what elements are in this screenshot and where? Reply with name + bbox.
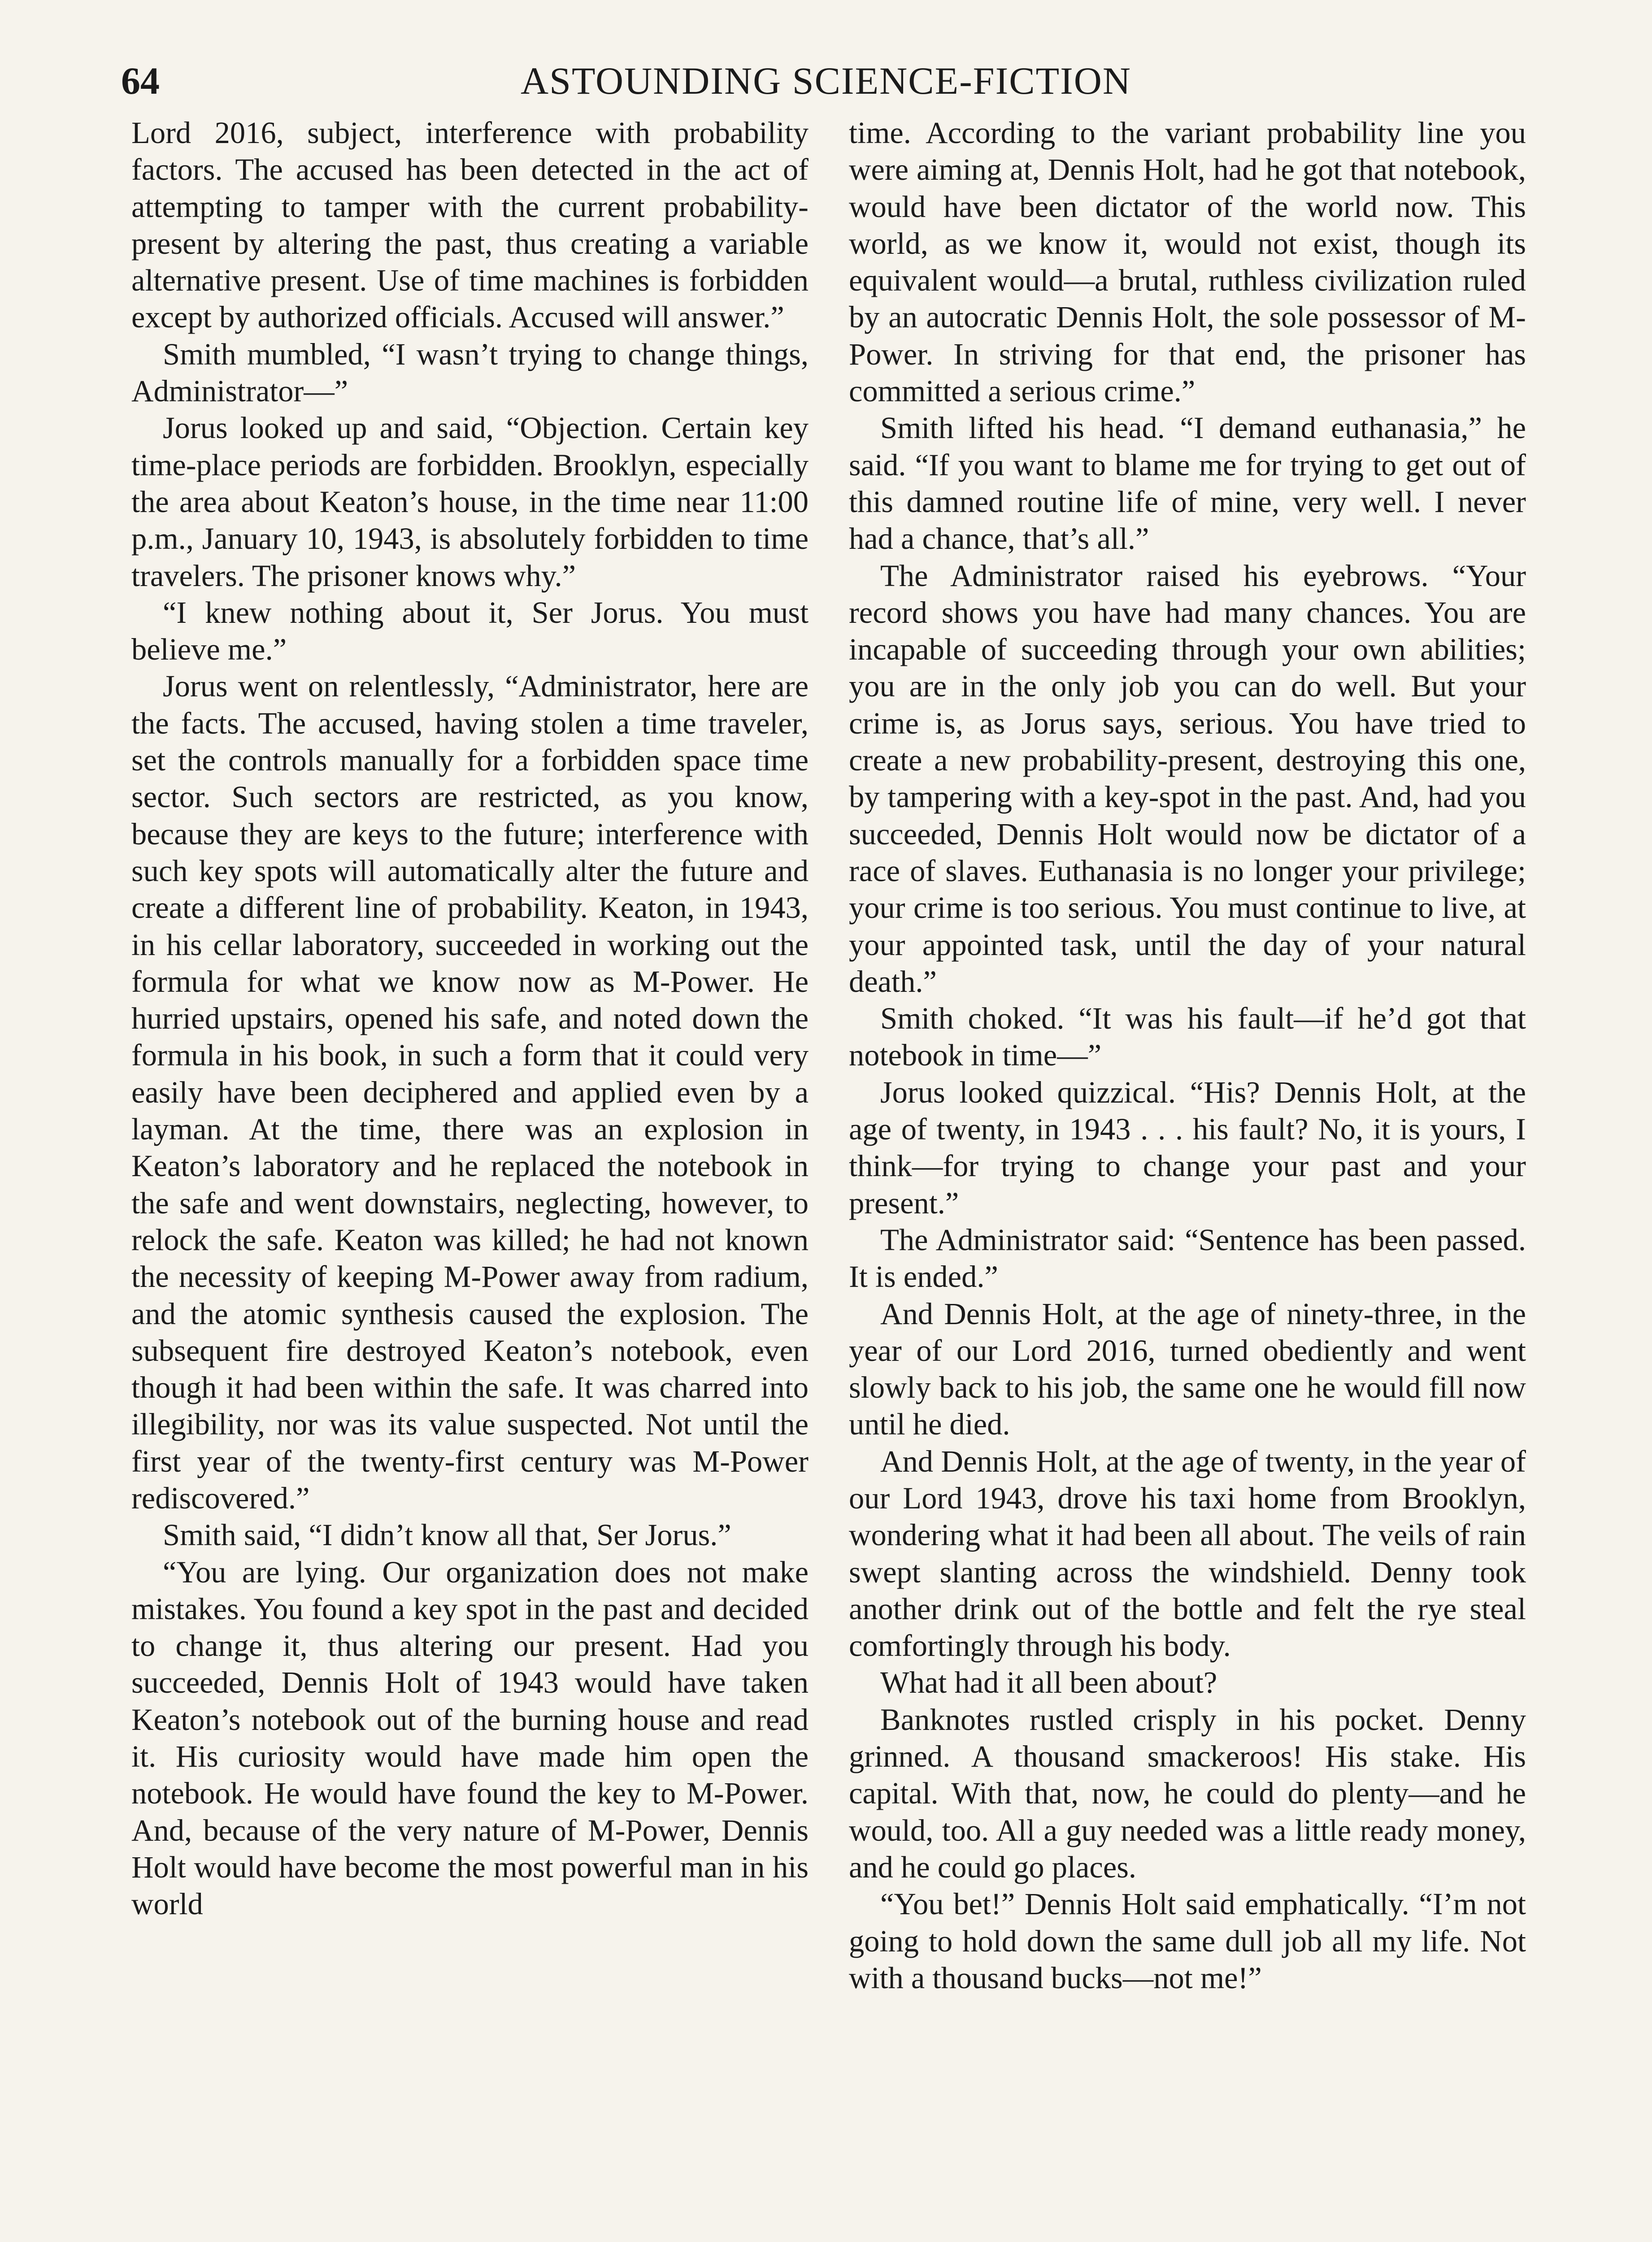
paragraph: What had it all been about?: [880, 1665, 1217, 1700]
paragraph: Smith choked. “It was his fault—if he’d got that notebook in time—”: [849, 1001, 1526, 1073]
paragraph: “You are lying. Our organization does not make mistakes. You found a key spot in the past and decided to change it, thus altering our present. Had you succeeded, Dennis Holt of 1943 would have taken Keaton’s notebook out of the burning house and read it. His curiosity would have made him open the notebook. He would have found the key to M-Power. And, because of the very nature of M-Power, Dennis Holt would have become the most powerful man in his world: [131, 1555, 809, 1921]
paragraph: The Administrator raised his eyebrows. “Your record shows you have had many chances. You are incapable of succeeding through your own abilities; you are in the only job you can do well. But your crime is, as Jorus says, serious. You have tried to create a new probability-present, destroying this one, by tampering with a key-spot in the past. And, had you succeeded, Dennis Holt would now be dictator of a race of slaves. Euthanasia is no longer your privilege; your crime is too serious. You must continue to live, at your appointed task, until the day of your natural death.”: [849, 558, 1526, 999]
running-head: ASTOUNDING SCIENCE-FICTION: [521, 59, 1131, 102]
paragraph: Jorus looked up and said, “Objection. Certain key time-place periods are forbidden. Brooklyn, especially the area about Keaton’s house, in the time near 11:00 p.m., January 10, 1943, is absolutely forbidden to time travelers. The prisoner knows why.”: [131, 411, 809, 593]
paragraph: And Dennis Holt, at the age of twenty, in the year of our Lord 1943, drove his taxi home from Brooklyn, wondering what it had been all about. The veils of rain swept slanting across the windshield. Denny took another drink out of the bottle and felt the rye steal comfortingly through his body.: [849, 1444, 1526, 1663]
paragraph: The Administrator said: “Sentence has been passed. It is ended.”: [849, 1222, 1526, 1294]
right-column: [849, 114, 1526, 1996]
paragraph: Jorus went on relentlessly, “Administrator, here are the facts. The accused, having stolen a time traveler, set the controls manually for a forbidden space time sector. Such sectors are restricted, as you know, because they are keys to the future; interference with such key spots will automatically alter the future and create a different line of probability. Keaton, in 1943, in his cellar laboratory, succeeded in working out the formula for what we know now as M-Power. He hurried upstairs, opened his safe, and noted down the formula in his book, in such a form that it could very easily have been deciphered and applied even by a layman. At the time, there was an explosion in Keaton’s laboratory and he replaced the notebook in the safe and went downstairs, neglecting, however, to relock the safe. Keaton was killed; he had not known the necessity of keeping M-Power away from radium, and the atomic synthesis caused the explosion. The subsequent fire destroyed Keaton’s notebook, even though it had been within the safe. It was charred into illegibility, nor was its value suspected. Not until the first year of the twenty-first century was M-Power rediscovered.”: [131, 669, 809, 1515]
paragraph: “I knew nothing about it, Ser Jorus. You must believe me.”: [131, 595, 809, 667]
paragraph: Smith lifted his head. “I demand euthanasia,” he said. “If you want to blame me for trying to get out of this damned routine life of mine, very well. I never had a chance, that’s all.”: [849, 411, 1526, 556]
paragraph: Banknotes rustled crisply in his pocket. Denny grinned. A thousand smackeroos! His stake. His capital. With that, now, he could do plenty—and he would, too. All a guy needed was a little ready money, and he could go places.: [849, 1702, 1526, 1884]
paragraph: time. According to the variant probability line you were aiming at, Dennis Holt, had he got that notebook, would have been dictator of the world now. This world, as we know it, would not exist, though its equivalent would—a brutal, ruthless civilization ruled by an autocratic Dennis Holt, the sole possessor of M-Power. In striving for that end, the prisoner has committed a serious crime.”: [849, 116, 1526, 408]
paragraph: Jorus looked quizzical. “His? Dennis Holt, at the age of twenty, in 1943 . . . his fault? No, it is yours, I think—for trying to change your past and your present.”: [849, 1075, 1526, 1220]
paragraph: “You bet!” Dennis Holt said emphatically. “I’m not going to hold down the same dull job all my life. Not with a thousand bucks—not me!”: [849, 1887, 1526, 1995]
left-column: [131, 114, 809, 1923]
paragraph: And Dennis Holt, at the age of ninety-three, in the year of our Lord 2016, turned obediently and went slowly back to his job, the same one he would fill now until he died.: [849, 1296, 1526, 1442]
paragraph: Smith mumbled, “I wasn’t trying to change things, Administrator—”: [131, 337, 809, 408]
page-header: [121, 54, 1531, 108]
page-number: 64: [121, 59, 160, 102]
paragraph: Smith said, “I didn’t know all that, Ser Jorus.”: [163, 1518, 731, 1552]
paragraph: Lord 2016, subject, interference with probability factors. The accused has been detected in the act of attempting to tamper with the current probability-present by altering the past, thus creating a variable alternative present. Use of time machines is forbidden except by authorized officials. Accused will answer.”: [131, 116, 809, 335]
